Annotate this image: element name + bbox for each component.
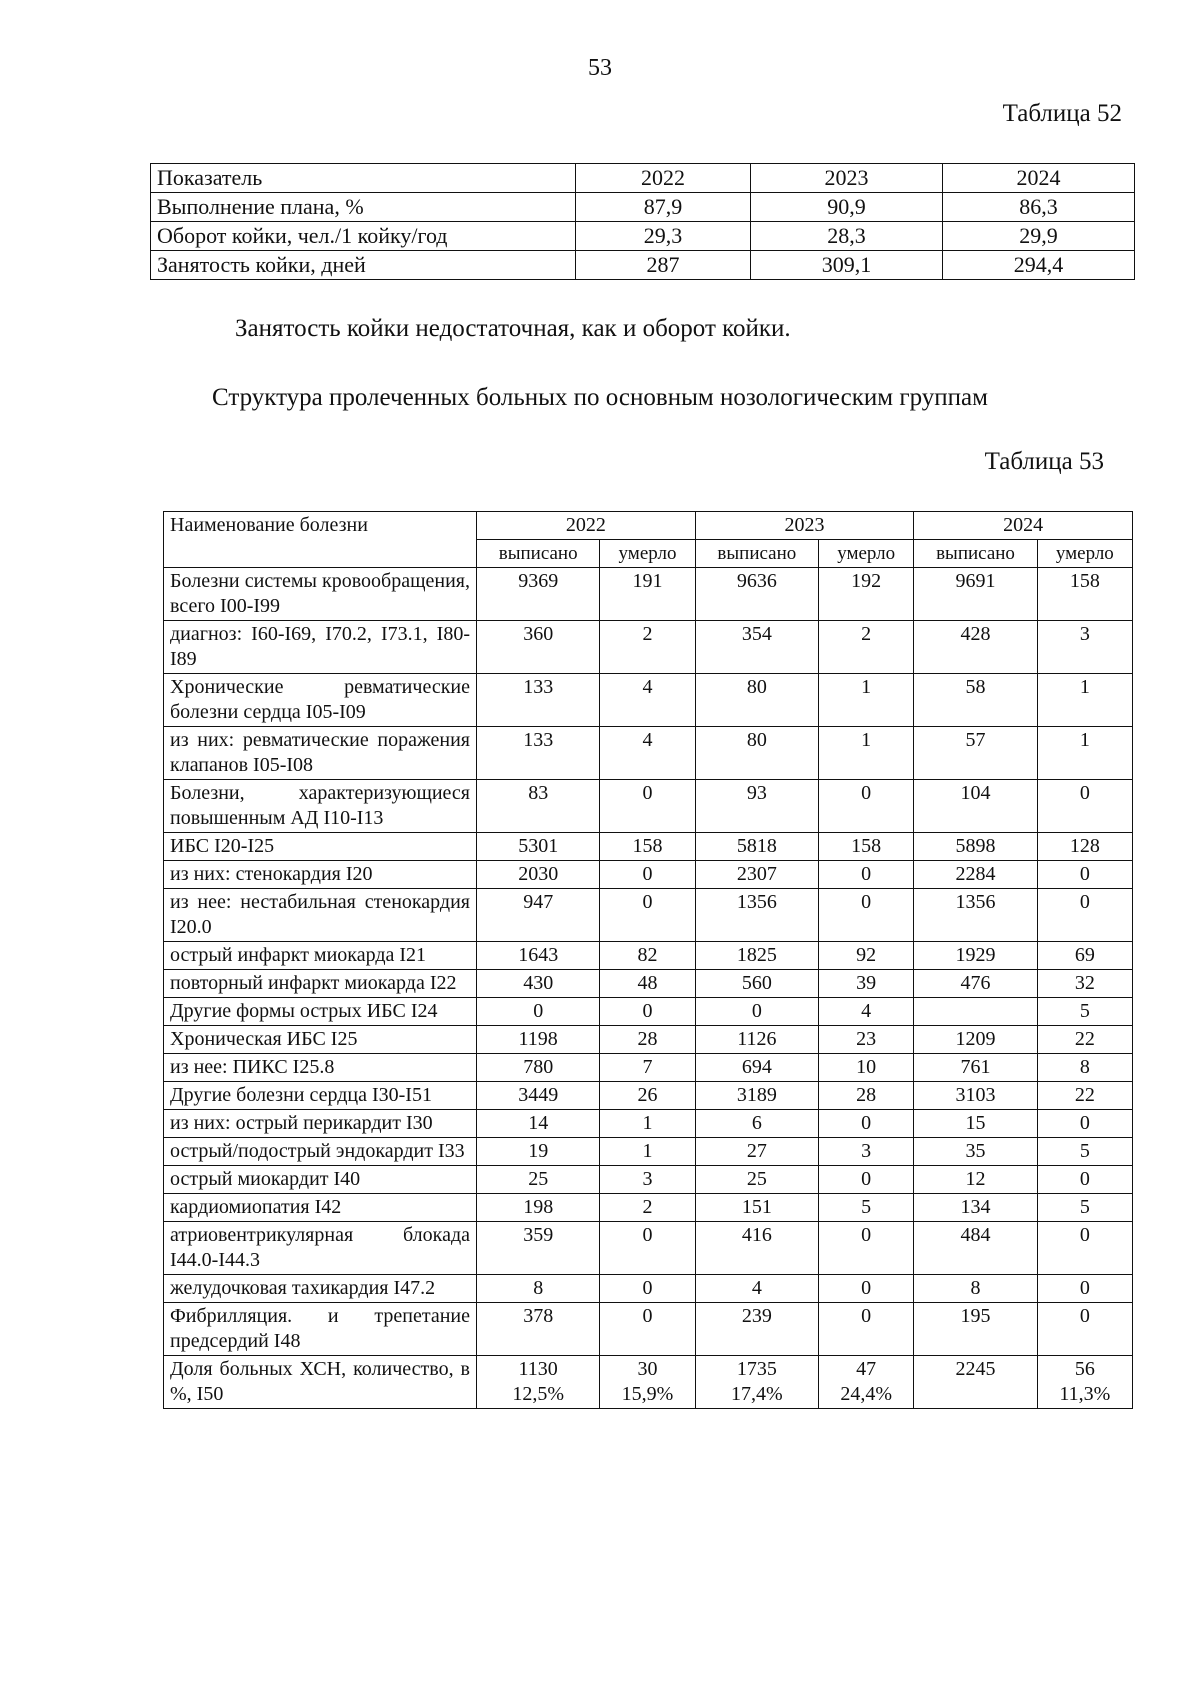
discharged-cell: 2284 <box>914 861 1037 889</box>
disease-name-cell: желудочковая тахикардия I47.2 <box>164 1275 477 1303</box>
table-row <box>151 222 1135 251</box>
died-cell: 158 <box>819 833 914 861</box>
table-53-caption: Таблица 53 <box>984 448 1104 475</box>
died-cell: 0 <box>819 1222 914 1275</box>
table-52-header-row <box>151 164 1135 193</box>
table-row <box>164 780 1133 833</box>
discharged-cell: 1825 <box>695 942 818 970</box>
discharged-cell: 1356 <box>914 889 1037 942</box>
disease-name-cell: Болезни системы кровообращения, всего I00-I99 <box>164 568 477 621</box>
discharged-header-2023: выписано <box>695 540 818 568</box>
bed-occupancy-note: Занятость койки недостаточная, как и оборот койки. <box>235 315 791 342</box>
discharged-cell: 58 <box>914 674 1037 727</box>
disease-name-cell: из них: стенокардия I20 <box>164 861 477 889</box>
discharged-cell: 35 <box>914 1138 1037 1166</box>
died-header-2024: умерло <box>1037 540 1132 568</box>
discharged-cell: 1929 <box>914 942 1037 970</box>
indicator-cell: Показатель <box>151 164 576 193</box>
died-cell: 0 <box>1037 780 1132 833</box>
died-cell: 0 <box>819 1110 914 1138</box>
died-cell: 192 <box>819 568 914 621</box>
discharged-cell: 2245 <box>914 1356 1037 1409</box>
value-cell: 294,4 <box>943 251 1135 280</box>
discharged-cell: 4 <box>695 1275 818 1303</box>
table-row <box>164 1054 1133 1082</box>
died-cell: 8 <box>1037 1054 1132 1082</box>
discharged-header-2024: выписано <box>914 540 1037 568</box>
died-cell: 2 <box>819 621 914 674</box>
table-row <box>164 889 1133 942</box>
table-row <box>151 193 1135 222</box>
died-cell: 0 <box>819 1275 914 1303</box>
died-cell: 28 <box>600 1026 695 1054</box>
discharged-cell: 12 <box>914 1166 1037 1194</box>
discharged-cell: 0 <box>695 998 818 1026</box>
discharged-cell: 195 <box>914 1303 1037 1356</box>
died-cell: 82 <box>600 942 695 970</box>
table-row <box>164 833 1133 861</box>
value-cell: 87,9 <box>576 193 751 222</box>
died-cell: 158 <box>600 833 695 861</box>
died-cell: 0 <box>819 889 914 942</box>
discharged-cell: 1735 17,4% <box>695 1356 818 1409</box>
discharged-cell: 694 <box>695 1054 818 1082</box>
table-row <box>164 1303 1133 1356</box>
table-row <box>164 1138 1133 1166</box>
discharged-cell: 560 <box>695 970 818 998</box>
year-header-2024: 2024 <box>914 512 1133 540</box>
value-cell: 90,9 <box>751 193 943 222</box>
died-cell: 32 <box>1037 970 1132 998</box>
disease-name-cell: ИБС I20-I25 <box>164 833 477 861</box>
table-row <box>164 1222 1133 1275</box>
table-row <box>164 568 1133 621</box>
died-cell: 10 <box>819 1054 914 1082</box>
died-cell: 26 <box>600 1082 695 1110</box>
died-cell: 92 <box>819 942 914 970</box>
died-cell: 0 <box>1037 861 1132 889</box>
table-row <box>164 1026 1133 1054</box>
table-row <box>164 942 1133 970</box>
discharged-cell: 430 <box>477 970 600 998</box>
table-row <box>164 1356 1133 1409</box>
table-row <box>164 621 1133 674</box>
died-cell: 28 <box>819 1082 914 1110</box>
section-heading: Структура пролеченных больных по основным нозологическим группам <box>212 384 988 411</box>
discharged-cell: 15 <box>914 1110 1037 1138</box>
disease-name-cell: Болезни, характеризующиеся повышенным АД I10-I13 <box>164 780 477 833</box>
discharged-cell: 80 <box>695 727 818 780</box>
died-cell: 5 <box>1037 998 1132 1026</box>
discharged-cell: 378 <box>477 1303 600 1356</box>
died-cell: 4 <box>819 998 914 1026</box>
died-cell: 39 <box>819 970 914 998</box>
died-cell: 5 <box>1037 1194 1132 1222</box>
died-cell: 0 <box>1037 1166 1132 1194</box>
died-cell: 0 <box>1037 1303 1132 1356</box>
died-cell: 0 <box>819 780 914 833</box>
table-row <box>164 674 1133 727</box>
discharged-cell: 1643 <box>477 942 600 970</box>
discharged-cell: 80 <box>695 674 818 727</box>
discharged-cell: 947 <box>477 889 600 942</box>
discharged-cell: 359 <box>477 1222 600 1275</box>
discharged-cell: 354 <box>695 621 818 674</box>
discharged-cell: 3189 <box>695 1082 818 1110</box>
discharged-cell: 19 <box>477 1138 600 1166</box>
died-cell: 22 <box>1037 1026 1132 1054</box>
died-cell: 0 <box>1037 1275 1132 1303</box>
died-cell: 0 <box>600 780 695 833</box>
disease-name-cell: Хроническая ИБС I25 <box>164 1026 477 1054</box>
discharged-cell: 3449 <box>477 1082 600 1110</box>
died-cell: 0 <box>600 1303 695 1356</box>
died-cell: 48 <box>600 970 695 998</box>
discharged-cell: 134 <box>914 1194 1037 1222</box>
died-cell: 7 <box>600 1054 695 1082</box>
died-cell: 0 <box>600 889 695 942</box>
discharged-cell: 0 <box>477 998 600 1026</box>
table-row <box>164 727 1133 780</box>
discharged-cell: 1209 <box>914 1026 1037 1054</box>
discharged-cell <box>914 998 1037 1026</box>
died-cell: 2 <box>600 1194 695 1222</box>
table-row <box>164 1110 1133 1138</box>
value-cell: 29,9 <box>943 222 1135 251</box>
disease-name-cell: Хронические ревматические болезни сердца I05-I09 <box>164 674 477 727</box>
value-cell: 28,3 <box>751 222 943 251</box>
discharged-cell: 360 <box>477 621 600 674</box>
discharged-cell: 416 <box>695 1222 818 1275</box>
table-row <box>151 251 1135 280</box>
disease-name-cell: Другие формы острых ИБС I24 <box>164 998 477 1026</box>
table-row <box>164 1194 1133 1222</box>
value-cell: 2024 <box>943 164 1135 193</box>
died-cell: 1 <box>819 674 914 727</box>
discharged-cell: 1198 <box>477 1026 600 1054</box>
died-cell: 0 <box>600 861 695 889</box>
died-cell: 3 <box>600 1166 695 1194</box>
table-53 <box>163 511 1133 1409</box>
discharged-cell: 9691 <box>914 568 1037 621</box>
disease-name-cell: из них: ревматические поражения клапанов I05-I08 <box>164 727 477 780</box>
discharged-cell: 5898 <box>914 833 1037 861</box>
discharged-cell: 133 <box>477 674 600 727</box>
died-cell: 0 <box>1037 1222 1132 1275</box>
died-cell: 1 <box>1037 674 1132 727</box>
died-cell: 1 <box>600 1110 695 1138</box>
disease-name-cell: кардиомиопатия I42 <box>164 1194 477 1222</box>
died-cell: 4 <box>600 674 695 727</box>
died-cell: 0 <box>819 1166 914 1194</box>
died-cell: 0 <box>819 1303 914 1356</box>
died-cell: 0 <box>600 1275 695 1303</box>
discharged-cell: 27 <box>695 1138 818 1166</box>
discharged-cell: 2307 <box>695 861 818 889</box>
discharged-cell: 1130 12,5% <box>477 1356 600 1409</box>
page-number: 53 <box>588 55 612 81</box>
died-cell: 1 <box>600 1138 695 1166</box>
discharged-cell: 83 <box>477 780 600 833</box>
discharged-cell: 8 <box>914 1275 1037 1303</box>
died-cell: 158 <box>1037 568 1132 621</box>
disease-name-cell: острый/подострый эндокардит I33 <box>164 1138 477 1166</box>
discharged-cell: 104 <box>914 780 1037 833</box>
discharged-cell: 239 <box>695 1303 818 1356</box>
value-cell: 287 <box>576 251 751 280</box>
died-cell: 2 <box>600 621 695 674</box>
disease-name-cell: Фибрилляция. и трепетание предсердий I48 <box>164 1303 477 1356</box>
disease-name-cell: Доля больных ХСН, количество, в %, I50 <box>164 1356 477 1409</box>
died-cell: 0 <box>1037 889 1132 942</box>
discharged-cell: 1356 <box>695 889 818 942</box>
died-cell: 3 <box>1037 621 1132 674</box>
died-cell: 22 <box>1037 1082 1132 1110</box>
died-header-2022: умерло <box>600 540 695 568</box>
died-cell: 5 <box>819 1194 914 1222</box>
discharged-cell: 3103 <box>914 1082 1037 1110</box>
discharged-cell: 198 <box>477 1194 600 1222</box>
table-row <box>164 998 1133 1026</box>
died-cell: 3 <box>819 1138 914 1166</box>
died-cell: 30 15,9% <box>600 1356 695 1409</box>
discharged-cell: 1126 <box>695 1026 818 1054</box>
discharged-cell: 428 <box>914 621 1037 674</box>
died-cell: 4 <box>600 727 695 780</box>
indicator-cell: Выполнение плана, % <box>151 193 576 222</box>
table-52-caption: Таблица 52 <box>1002 100 1122 127</box>
value-cell: 2023 <box>751 164 943 193</box>
discharged-cell: 761 <box>914 1054 1037 1082</box>
discharged-cell: 484 <box>914 1222 1037 1275</box>
table-row <box>164 1275 1133 1303</box>
value-cell: 29,3 <box>576 222 751 251</box>
disease-name-header: Наименование болезни <box>164 512 477 568</box>
died-cell: 56 11,3% <box>1037 1356 1132 1409</box>
disease-name-cell: из нее: нестабильная стенокардия I20.0 <box>164 889 477 942</box>
died-cell: 47 24,4% <box>819 1356 914 1409</box>
year-header-2023: 2023 <box>695 512 914 540</box>
died-cell: 0 <box>819 861 914 889</box>
value-cell: 2022 <box>576 164 751 193</box>
disease-name-cell: Другие болезни сердца I30-I51 <box>164 1082 477 1110</box>
disease-name-cell: острый миокардит I40 <box>164 1166 477 1194</box>
indicator-cell: Оборот койки, чел./1 койку/год <box>151 222 576 251</box>
discharged-cell: 151 <box>695 1194 818 1222</box>
disease-name-cell: острый инфаркт миокарда I21 <box>164 942 477 970</box>
discharged-cell: 14 <box>477 1110 600 1138</box>
discharged-cell: 780 <box>477 1054 600 1082</box>
table-row <box>164 1082 1133 1110</box>
discharged-cell: 5301 <box>477 833 600 861</box>
discharged-cell: 8 <box>477 1275 600 1303</box>
discharged-cell: 93 <box>695 780 818 833</box>
died-cell: 1 <box>819 727 914 780</box>
died-cell: 23 <box>819 1026 914 1054</box>
table-53-year-header-row <box>164 512 1133 540</box>
died-cell: 69 <box>1037 942 1132 970</box>
discharged-cell: 5818 <box>695 833 818 861</box>
disease-name-cell: из них: острый перикардит I30 <box>164 1110 477 1138</box>
discharged-header-2022: выписано <box>477 540 600 568</box>
died-cell: 1 <box>1037 727 1132 780</box>
discharged-cell: 6 <box>695 1110 818 1138</box>
disease-name-cell: диагноз: I60-I69, I70.2, I73.1, I80-I89 <box>164 621 477 674</box>
value-cell: 309,1 <box>751 251 943 280</box>
died-header-2023: умерло <box>819 540 914 568</box>
died-cell: 128 <box>1037 833 1132 861</box>
died-cell: 0 <box>600 998 695 1026</box>
table-52 <box>150 163 1135 280</box>
died-cell: 5 <box>1037 1138 1132 1166</box>
indicator-cell: Занятость койки, дней <box>151 251 576 280</box>
discharged-cell: 57 <box>914 727 1037 780</box>
discharged-cell: 9636 <box>695 568 818 621</box>
discharged-cell: 25 <box>695 1166 818 1194</box>
table-row <box>164 1166 1133 1194</box>
discharged-cell: 9369 <box>477 568 600 621</box>
table-row <box>164 861 1133 889</box>
table-row <box>164 970 1133 998</box>
year-header-2022: 2022 <box>477 512 696 540</box>
disease-name-cell: атриовентрикулярная блокада I44.0-I44.3 <box>164 1222 477 1275</box>
discharged-cell: 2030 <box>477 861 600 889</box>
died-cell: 191 <box>600 568 695 621</box>
disease-name-cell: из нее: ПИКС I25.8 <box>164 1054 477 1082</box>
died-cell: 0 <box>1037 1110 1132 1138</box>
discharged-cell: 133 <box>477 727 600 780</box>
disease-name-cell: повторный инфаркт миокарда I22 <box>164 970 477 998</box>
died-cell: 0 <box>600 1222 695 1275</box>
discharged-cell: 25 <box>477 1166 600 1194</box>
value-cell: 86,3 <box>943 193 1135 222</box>
discharged-cell: 476 <box>914 970 1037 998</box>
